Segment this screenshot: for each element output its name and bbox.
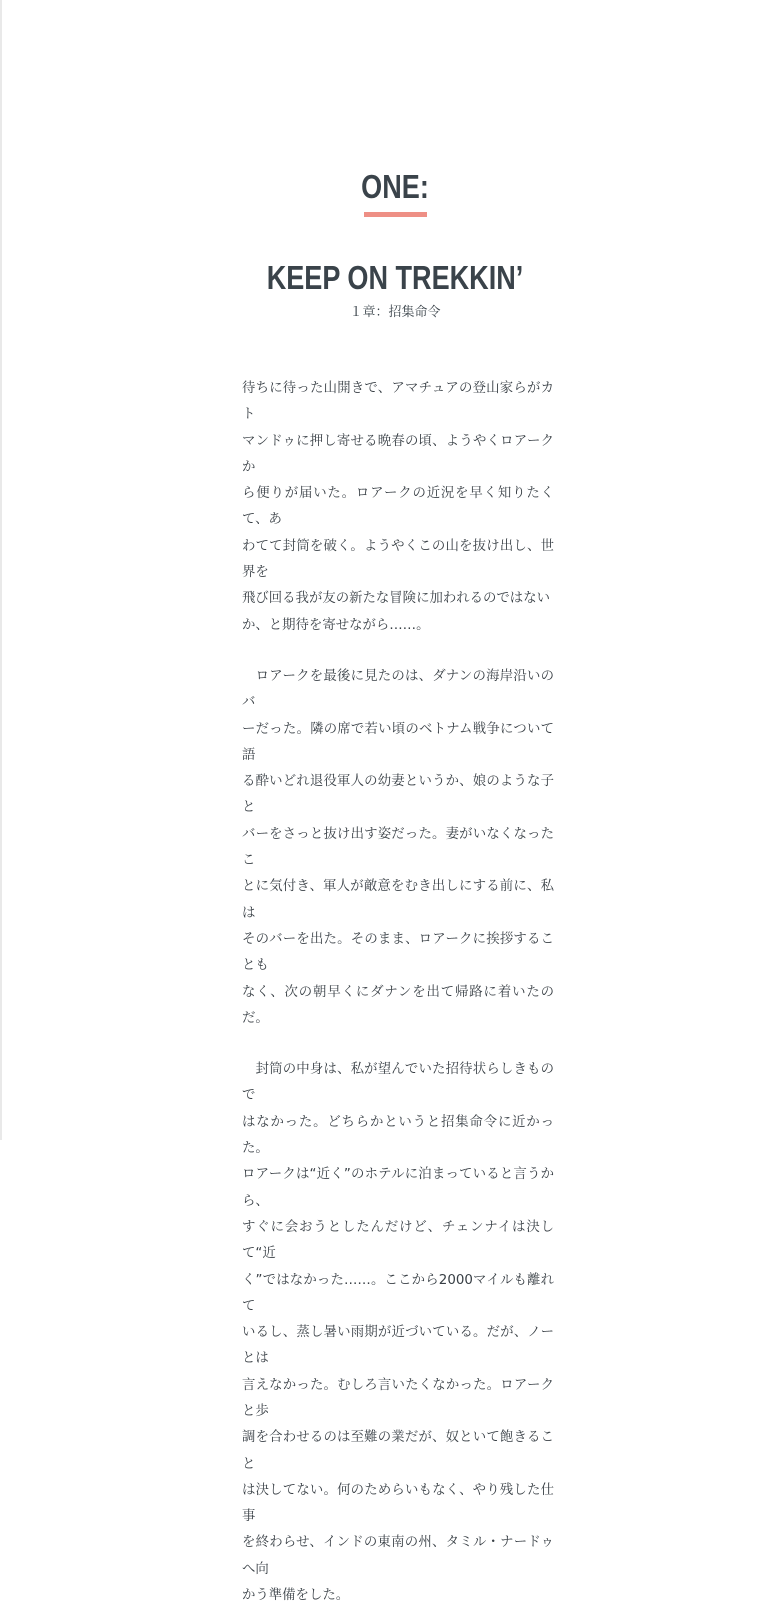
chapter-number: ONE: [361, 168, 429, 205]
accent-divider [364, 212, 427, 217]
paragraph-1: 待ちに待った山開きで、アマチュアの登山家らがカト マンドゥに押し寄せる晩春の頃、ようやくロアークか ら便りが届いた。ロアークの近況を早く知りたくて、あ わてて封筒を破く。ようやくこの山を抜け出し、世界を 飛び回る我が友の新たな冒険に加われるのではない か、と期待を寄せながら……。 [242, 381, 554, 633]
page-edge [0, 0, 2, 1140]
chapter-title: KEEP ON TREKKIN’ [266, 259, 524, 296]
body-text [242, 376, 554, 1609]
paragraph-3: 封筒の中身は、私が望んでいた招待状らしきもので はなかった。どちらかというと招集命令に近かった。 ロアークは“近く”のホテルに泊まっていると言うから、 すぐに会おうとしたんだけど、チェンナイは決して“近 く”ではなかった……。ここから2000マイルも離れて いるし、蒸し暑い雨期が近づいている。だが、ノーとは 言えなかった。むしろ言いたくなかった。ロアークと歩 調を合わせるのは至難の業だが、奴といて飽きること は決してない。何のためらいもなく、やり残した仕事 を終わらせ、インドの東南の州、タミル・ナードゥへ向 かう準備をした。 [242, 1062, 554, 1604]
paragraph-2: ロアークを最後に見たのは、ダナンの海岸沿いのバ ーだった。隣の席で若い頃のベトナム戦争について語 る酔いどれ退役軍人の幼妻というか、娘のような子と バーをさっと抜け出す姿だった。妻がいなくなったこ とに気付き、軍人が敵意をむき出しにする前に、私は そのバーを出た。そのまま、ロアークに挨拶することも なく、次の朝早くにダナンを出て帰路に着いたのだ。 [242, 668, 554, 1026]
chapter-subtitle: １章：招集命令 [349, 305, 441, 320]
